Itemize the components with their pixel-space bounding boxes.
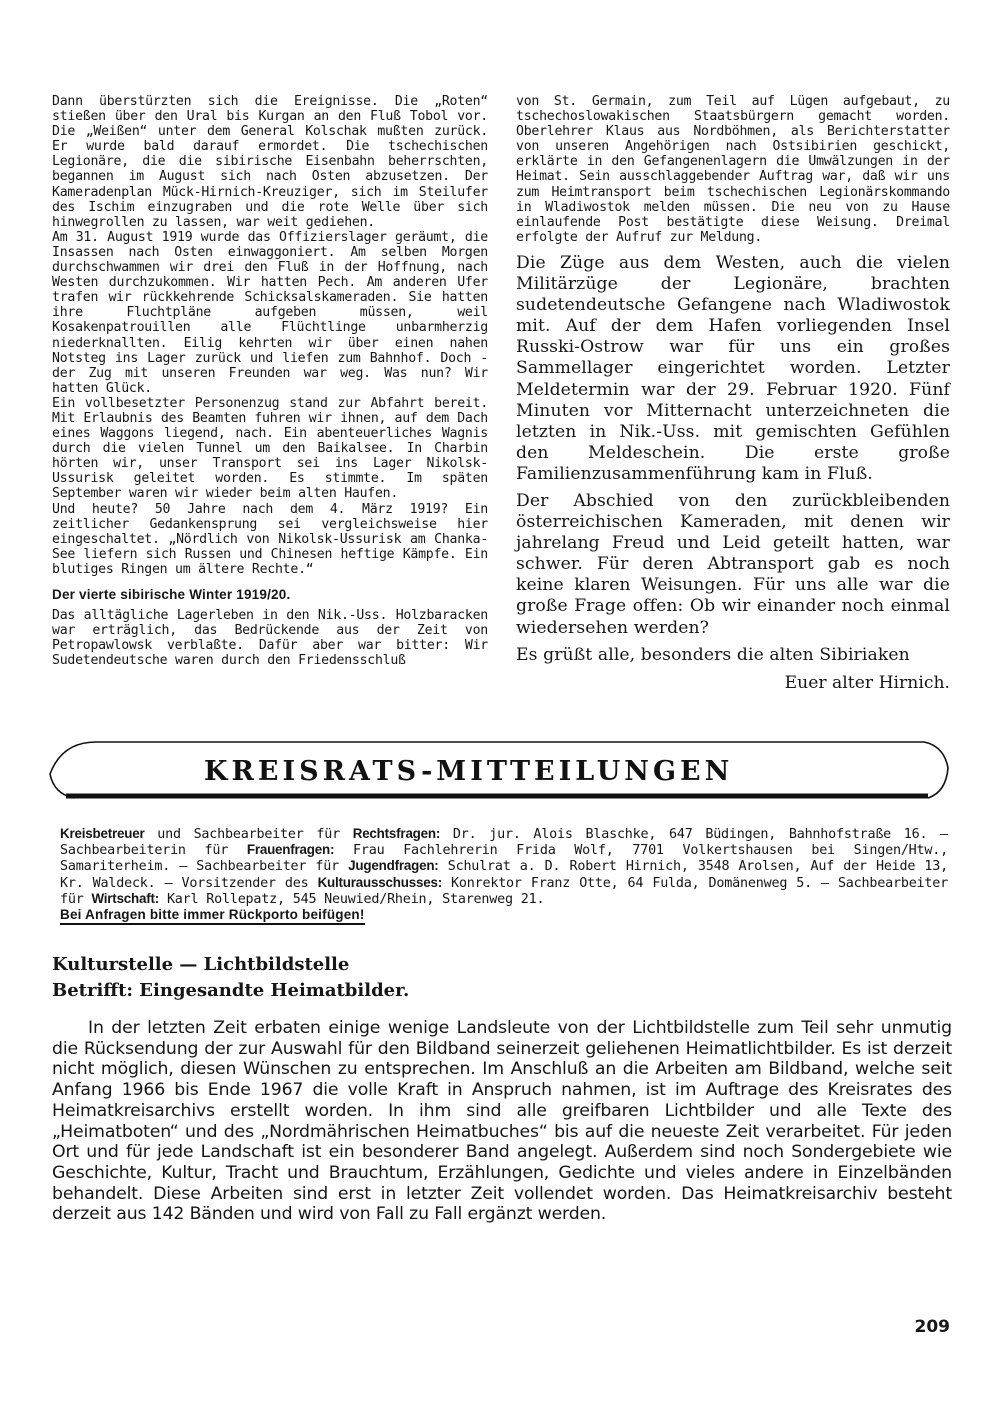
contact-connector: Vorsitzender des [181, 875, 318, 891]
article-subheading: Betrifft: Eingesandte Heimatbilder. [52, 980, 410, 1001]
contact-connector: Sachbearbeiterin für [60, 843, 247, 859]
paragraph: Am 31. August 1919 wurde das Offizierslager geräumt, die Insassen nach Osten einwaggoniert. Am selben Morgen durchschwammen wir drei den Fluß in der Hoffnung, nach Westen durchzukommen. Wir hatten Pech. Am anderen Ufer trafen wir rückkehrende Schicksalskameraden. Sie hatten ihre Fluchtpläne aufgeben müssen, weil Kosakenpatrouillen alle Flüchtlinge unbarmherzig niederknallten. Eilig kehrten wir über einen nahen Notsteg ins Lager zurück und liefen zum Bahnhof. Doch - der Zug mit unseren Freunden war weg. Was nun? Wir hatten Glück. [52, 229, 488, 396]
paragraph: Das alltägliche Lagerleben in den Nik.-Uss. Holzbaracken war erträglich, das Bedrückende aus der Zeit von Petropawlowsk verblaßte. Dafür aber war bitter: Wir Sudetendeutsche waren durch den Friedensschluß [52, 608, 488, 669]
paragraph: Ein vollbesetzter Personenzug stand zur Abfahrt bereit. Mit Erlaubnis des Beamten fuhren wir ihnen, auf dem Dach eines Waggons liegend, nach. Ein abenteuerliches Wagnis durch die vielen Tunnel um den Baikalsee. In Charbin hörten wir, unser Transport sei ins Lager Nikolsk-Ussurisk geleitet worden. Es stimmte. Im späten September waren wir wieder beim alten Haufen. [52, 395, 488, 502]
contact-topic: Kulturausschusses: [317, 874, 442, 890]
contact-role: Kreisbetreuer [60, 826, 145, 841]
banner-title: KREISRATS-MITTEILUNGEN [204, 756, 734, 787]
signoff: Euer alter Hirnich. [784, 672, 950, 693]
contact-connector: und Sachbearbeiter für [144, 827, 353, 842]
article [52, 952, 952, 1225]
contacts-paragraph [60, 826, 948, 907]
contact-topic: Jugendfragen: [348, 858, 439, 874]
contact-person: Schulrat a. D. Robert Hirnich, 3548 Arolsen, Auf der Heide 13, Kr. Waldeck. — [60, 859, 948, 891]
paragraph: Der Abschied von den zurückbleibenden österreichischen Kameraden, mit denen wir jahrelang Freud und Leid geteilt hatten, war schwer. Für deren Abtransport gab es noch keine klaren Weisungen. Für uns alle war die große Frage offen: Ob wir einander noch einmal wiedersehen werden? [516, 490, 950, 638]
contact-person: Konrektor Franz Otte, 64 Fulda, Domänenweg 5. — [441, 875, 838, 891]
contact-topic: Frauenfragen: [246, 842, 335, 858]
section-banner [44, 736, 952, 806]
right-column [516, 94, 950, 694]
section-heading: Der vierte sibirische Winter 1919/20. [52, 587, 291, 602]
contact-person: Frau Fachlehrerin Frida Wolf, 7701 Volkertshausen bei Singen/Htw., Samariterheim. — [60, 843, 948, 875]
left-column [52, 94, 488, 668]
contacts-list [60, 826, 948, 923]
paragraph: Und heute? 50 Jahre nach dem 4. März 1919? Ein zeitlicher Gedankensprung sei vergleichsweise hier eingeschaltet. „Nördlich von Nikolsk-Ussurisk am Chanka-See liefern sich Russen und Chinesen heftige Kämpfe. Ein blutiges Ringen um ältere Rechte.“ [52, 501, 488, 577]
paragraph: Die Züge aus dem Westen, auch die vielen Militärzüge der Legionäre, brachten sudetendeutsche Gefangene nach Wladiwostok mit. Auf der dem Hafen vorliegenden Insel Russki-Ostrow war für uns ein großes Sammellager eingerichtet worden. Letzter Meldetermin war der 29. Februar 1920. Fünf Minuten vor Mitternacht unterzeichneten die letzten in Nik.-Uss. mit gemischten Gefühlen den Meldeschein. Die erste große Familienzusammenführung kam in Fluß. [516, 252, 950, 484]
notice-line [60, 907, 948, 923]
contact-person: Karl Rollepatz, 545 Neuwied/Rhein, Starenweg 21. [159, 891, 545, 907]
paragraph: Es grüßt alle, besonders die alten Sibiriaken [516, 644, 910, 665]
paragraph: von St. Germain, zum Teil auf Lügen aufgebaut, zu tschechoslowakischen Staatsbürgern gemacht worden. Oberlehrer Klaus aus Nordböhmen, als Berichterstatter von unseren Angehörigen nach Ostsibirien geschickt, erklärte in den Gefangenenlagern die Umwälzungen in der Heimat. Sein ausschlaggebender Auftrag war, daß wir uns zum Heimtransport beim tschechischen Legionärskommando in Wladiwostok melden müssen. Die neu von zu Hause einlaufende Post bestätigte diese Weisung. Dreimal erfolgte der Aufruf zur Meldung. [516, 94, 950, 245]
article-heading: Kulturstelle — Lichtbildstelle [52, 954, 350, 975]
contact-topic: Wirtschaft: [91, 890, 160, 906]
paragraph: Dann überstürzten sich die Ereignisse. Die „Roten“ stießen über den Ural bis Kurgan an den Fluß Tobol vor. Die „Weißen“ unter dem General Kolschak mußten zurück. Er wurde bald darauf ermordet. Die tschechischen Legionäre, die die sibirische Eisenbahn beherrschten, begannen im August sich nach Osten abzusetzen. Der Kameradenplan Mück-Hirnich-Kreuziger, sich im Steilufer des Ischim einzugraben und die rote Welle über sich hinwegrollen zu lassen, war weit gediehen. [52, 94, 488, 230]
notice: Bei Anfragen bitte immer Rückporto beifügen! [60, 907, 365, 925]
contact-connector: Sachbearbeiter für [60, 875, 949, 907]
contact-person: Dr. jur. Alois Blaschke, 647 Büdingen, Bahnhofstraße 16. — [440, 827, 948, 842]
contact-connector: Sachbearbeiter für [196, 859, 349, 875]
contact-topic: Rechtsfragen: [352, 826, 441, 841]
article-body: In der letzten Zeit erbaten einige wenige Landsleute von der Lichtbildstelle zum Teil sehr unmutig die Rücksendung der zur Auswahl für den Bildband seinerzeit geliehenen Heimatlichtbilder. Es ist derzeit nicht möglich, diesen Wünschen zu entsprechen. Im Anschluß an die Arbeiten am Bildband, welche seit Anfang 1966 bis Ende 1967 die volle Kraft in Anspruch nahmen, ist im Auftrage des Kreisrates des Heimatkreisarchivs erstellt worden. In ihm sind alle greifbaren Lichtbilder und alle Texte des „Heimatboten“ und des „Nordmährischen Heimatbuches“ bis auf die neueste Zeit verarbeitet. Für jeden Ort und für jede Landschaft ist ein besonderer Band angelegt. Außerdem sind noch Sondergebiete wie Geschichte, Kultur, Tracht und Brauchtum, Erzählungen, Gedichte und vieles andere in Einzelbänden behandelt. Diese Arbeiten sind erst in letzter Zeit vollendet worden. Das Heimatkreisarchiv besteht derzeit aus 142 Bänden und wird von Fall zu Fall ergänzt werden. [52, 1018, 952, 1225]
page-number: 209 [914, 1317, 950, 1337]
